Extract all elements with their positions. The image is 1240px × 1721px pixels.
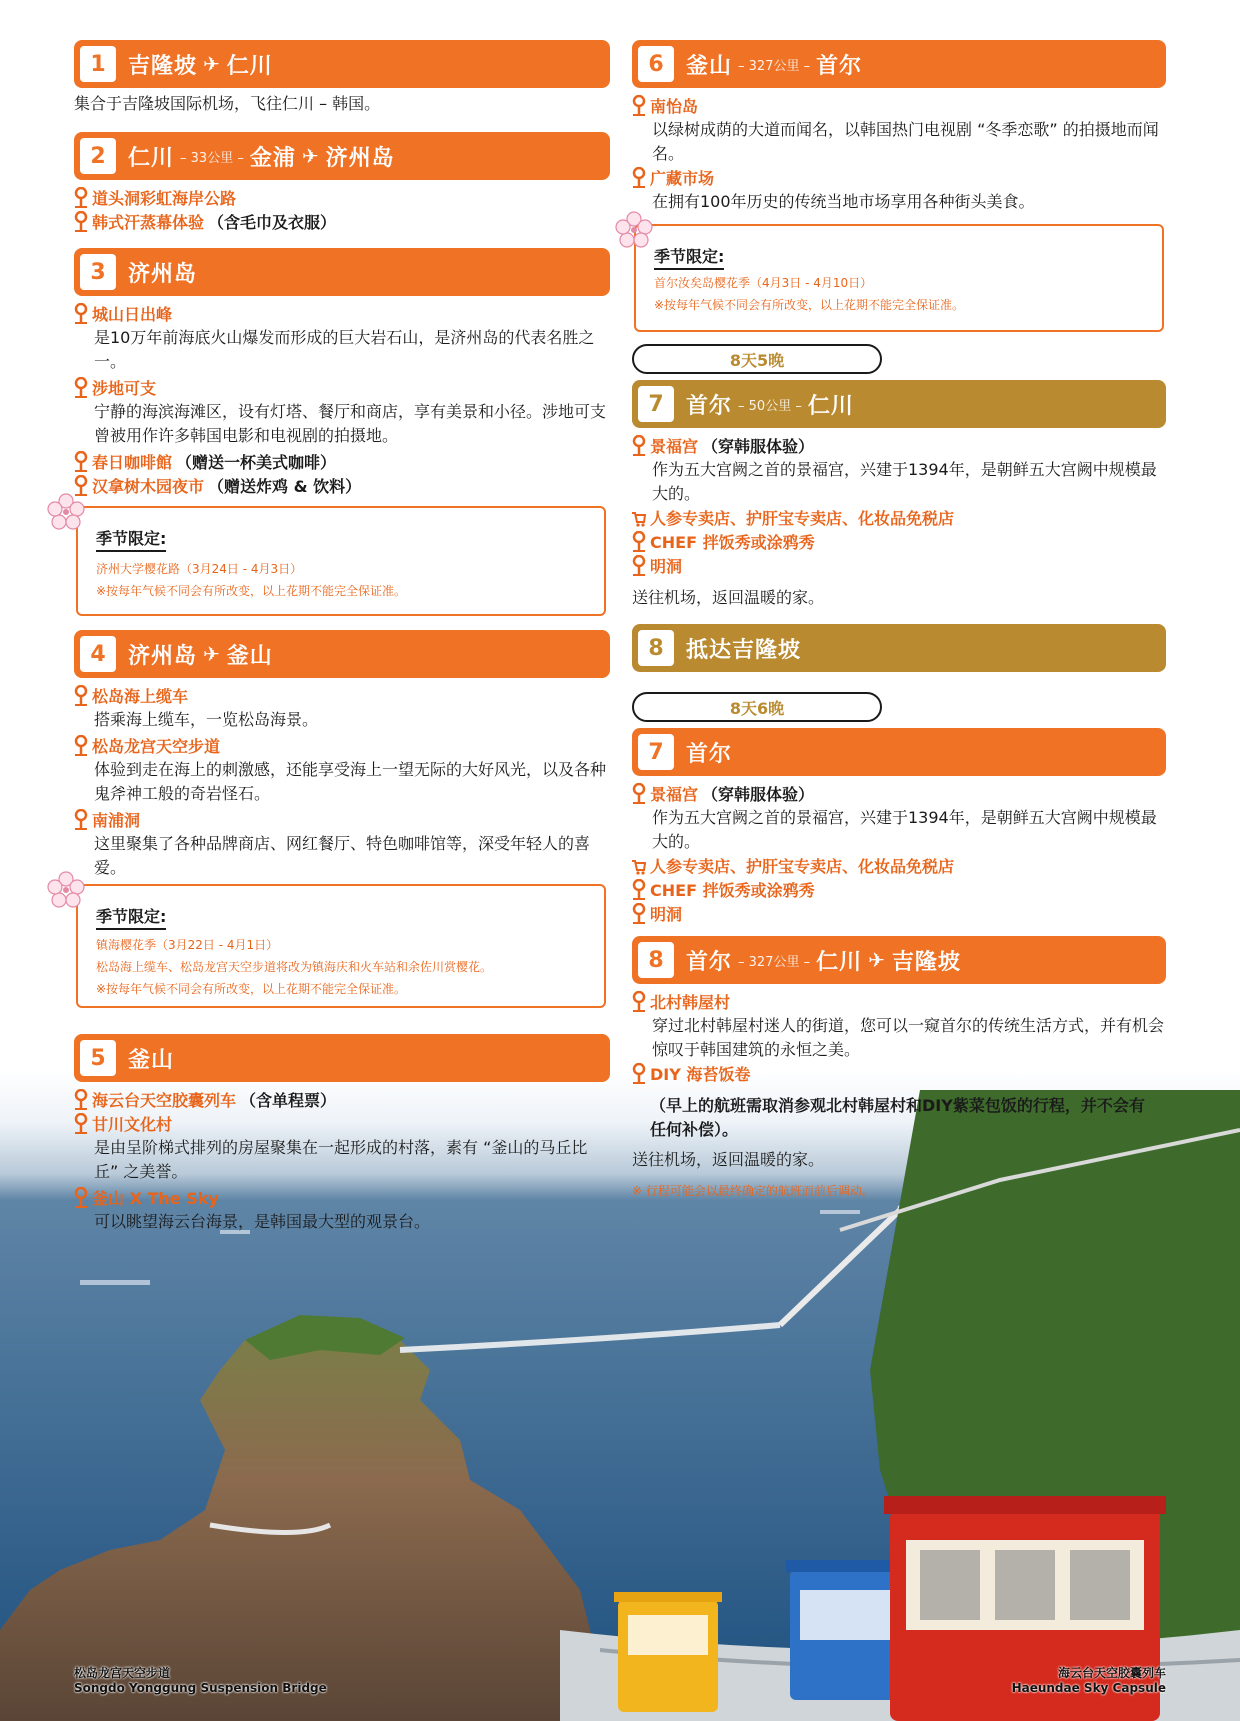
shopping-cart-icon [632,855,646,877]
plan-label-8d6n: 8天6晚 [632,692,882,722]
route-title: 釜山 [128,1047,175,1073]
spot-description: 这里聚集了各种品牌商店、网红餐厅、特色咖啡馆等，深受年轻人的喜爱。 [94,834,591,877]
day-2-header [74,132,610,180]
cherry-blossom-icon [614,210,654,250]
caption-left-cn: 松岛龙宫天空步道 [74,1666,171,1680]
spot-item [632,530,815,553]
route-mid: 金浦 [249,145,296,171]
location-pin-icon [74,377,88,399]
spot-name: CHEF 拌饭秀或涂鸦秀 [650,533,815,552]
caption-left-en: Songdo Yonggung Suspension Bridge [74,1681,327,1695]
day-route [686,945,961,976]
route-from: 吉隆坡 [128,53,198,79]
plan5-day-8-header [632,624,1166,672]
schedule-footnote: ※ 行程可能会以最终确定的航班而前后调动。 [632,1184,874,1198]
day-number: 7 [638,734,674,770]
day-number: 6 [638,46,674,82]
spot-name: 甘川文化村 [92,1115,173,1134]
return-home-text: 送往机场，返回温暖的家。 [632,588,825,607]
spot-item [74,450,336,473]
location-pin-icon [632,555,646,577]
spot-name: 景福宫 [650,785,699,804]
day-3-header [74,248,610,296]
day-number: 2 [80,138,116,174]
spot-description: 在拥有100年历史的传统当地市场享用各种街头美食。 [652,192,1035,211]
plan6-day-7-header [632,728,1166,776]
spot-name: 汉拿树木园夜市 [92,477,205,496]
season-disclaimer: ※按每年气候不同会有所改变，以上花期不能完全保证准。 [96,584,407,598]
route-distance: – 33公里 – [180,150,244,166]
morning-flight-remark: （早上的航班需取消参观北村韩屋村和DIY紫菜包饭的行程，并不会有任何补偿）。 [650,1096,1145,1139]
location-pin-icon [74,735,88,757]
seasonal-box [634,224,1164,332]
day-1-description: 集合于吉隆坡国际机场，飞往仁川 – 韩国。 [74,94,381,113]
spot-item [632,902,682,925]
spot-note: （穿韩服体验） [702,785,815,804]
spot-item [74,1186,219,1209]
route-to: 首尔 [816,53,863,79]
season-disclaimer: ※按每年气候不同会有所改变，以上花期不能完全保证准。 [654,298,965,312]
spot-name: 海云台天空胶囊列车 [92,1091,237,1110]
spot-description: 作为五大宫阙之首的景福宫，兴建于1394年，是朝鲜五大宫阙中规模最大的。 [652,808,1157,851]
spot-description: 体验到走在海上的刺激感，还能享受海上一望无际的大好风光，以及各种鬼斧神工般的奇岩怪石。 [94,760,607,803]
day-number: 4 [80,636,116,672]
location-pin-icon [74,303,88,325]
caption-right-cn: 海云台天空胶囊列车 [1057,1666,1166,1680]
season-title: 季节限定: [654,244,724,270]
location-pin-icon [74,1089,88,1111]
location-pin-icon [74,1187,88,1209]
location-pin-icon [632,167,646,189]
day-route [686,737,732,768]
day-route [128,49,273,80]
route-to: 吉隆坡 [891,949,961,975]
season-title: 季节限定: [96,904,166,930]
day-4-header [74,630,610,678]
spot-name: 人参专卖店、护肝宝专卖店、化妆品免税店 [650,857,955,876]
day-route [128,257,197,288]
spot-description: 作为五大宫阙之首的景福宫，兴建于1394年，是朝鲜五大宫阙中规模最大的。 [652,460,1157,503]
spot-description: 可以眺望海云台海景，是韩国最大型的观景台。 [94,1212,431,1231]
route-to: 仁川 [807,393,854,419]
spot-item [74,210,336,233]
location-pin-icon [74,809,88,831]
spot-item [74,302,172,325]
route-to: 釜山 [226,643,273,669]
day-5-header [74,1034,610,1082]
season-info: 首尔汝矣岛樱花季（4月3日 - 4月10日） [654,276,873,290]
spot-description: 是10万年前海底火山爆发而形成的巨大岩石山，是济州岛的代表名胜之一。 [94,328,595,371]
season-info: 松岛海上缆车、松岛龙宫天空步道将改为镇海庆和火车站和余佐川赏樱花。 [96,960,493,974]
spot-description: 是由呈阶梯式排列的房屋聚集在一起形成的村落，素有 “釜山的马丘比丘” 之美誉。 [94,1138,588,1181]
spot-note: （穿韩服体验） [702,437,815,456]
spot-item [632,782,814,805]
caption-right-en: Haeundae Sky Capsule [1011,1681,1166,1695]
plan-label-8d5n: 8天5晚 [632,344,882,374]
spot-item [632,554,682,577]
spot-description: 以绿树成荫的大道而闻名，以韩国热门电视剧 “冬季恋歌” 的拍摄地而闻名。 [652,120,1159,163]
spot-item [632,166,714,189]
location-pin-icon [74,1113,88,1135]
day-route [128,141,395,172]
location-pin-icon [632,1063,646,1085]
spot-item [74,474,361,497]
spot-item [632,94,698,117]
location-pin-icon [632,991,646,1013]
spot-name: 韩式汗蒸幕体验 [92,213,205,232]
route-from: 济州岛 [128,643,198,669]
spot-note: （含毛巾及衣服） [208,213,337,232]
plane-icon: ✈ [203,52,221,76]
spot-item [632,1062,750,1085]
day-number: 5 [80,1040,116,1076]
location-pin-icon [74,451,88,473]
spot-note: （含单程票） [240,1091,337,1110]
route-title: 抵达吉隆坡 [686,637,802,663]
caption-right [1012,1666,1166,1696]
route-from: 首尔 [686,393,733,419]
route-to: 济州岛 [325,145,395,171]
day-route [128,1043,174,1074]
location-pin-icon [74,685,88,707]
day-route [686,633,801,664]
route-from: 仁川 [128,145,175,171]
spot-name: 明洞 [650,557,683,576]
spot-name: 北村韩屋村 [650,993,731,1012]
plan6-day-8-header [632,936,1166,984]
spot-name: 涉地可支 [92,379,157,398]
spot-item [74,1088,336,1111]
shopping-cart-icon [632,507,646,529]
season-info: 济州大学樱花路（3月24日 - 4月3日） [96,562,303,576]
route-mid: 仁川 [816,949,863,975]
blue-tram [786,1560,904,1700]
route-distance: – 327公里 – [738,58,811,74]
spot-name: 景福宫 [650,437,699,456]
location-pin-icon [632,531,646,553]
spot-name: 南浦洞 [92,811,141,830]
seasonal-box [76,884,606,1008]
spot-item [632,434,814,457]
spot-name: DIY 海苔饭卷 [650,1065,751,1084]
route-from: 釜山 [686,53,733,79]
route-title: 首尔 [686,741,733,767]
spot-note: （赠送炸鸡 & 饮料） [208,477,362,496]
spot-name: 道头洞彩虹海岸公路 [92,189,237,208]
spot-name: 松岛龙宫天空步道 [92,737,221,756]
season-title: 季节限定: [96,526,166,552]
spot-item [632,854,954,877]
spot-name: 松岛海上缆车 [92,687,189,706]
return-home-text: 送往机场，返回温暖的家。 [632,1150,825,1169]
spot-note: （赠送一杯美式咖啡） [176,453,337,472]
spot-item [74,808,140,831]
spot-name: 广藏市场 [650,169,715,188]
route-title: 济州岛 [128,261,198,287]
day-route [686,389,854,420]
plane-icon: ✈ [203,642,221,666]
spot-name: 明洞 [650,905,683,924]
spot-description: 搭乘海上缆车，一览松岛海景。 [94,710,319,729]
location-pin-icon [632,435,646,457]
plane-icon: ✈ [301,144,320,168]
route-distance: – 327公里 – [738,954,811,970]
day-1-header [74,40,610,88]
spot-name: 春日咖啡館 [92,453,173,472]
season-info: 镇海樱花季（3月22日 - 4月1日） [96,938,279,952]
cherry-blossom-icon [46,870,86,910]
spot-description: 穿过北村韩屋村迷人的街道，您可以一窥首尔的传统生活方式，并有机会惊叹于韩国建筑的永恒之美。 [652,1016,1165,1059]
plane-icon: ✈ [868,948,886,972]
spot-item [632,990,730,1013]
spot-name: 南怡岛 [650,97,699,116]
day-route [686,49,862,80]
location-pin-icon [74,187,88,209]
location-pin-icon [632,879,646,901]
caption-left [74,1666,327,1696]
plan5-day-7-header [632,380,1166,428]
day-route [128,639,273,670]
day-number: 1 [80,46,116,82]
location-pin-icon [632,95,646,117]
spot-description: 宁静的海滨海滩区，设有灯塔、餐厅和商店，享有美景和小径。涉地可支曾被用作许多韩国电影和电视剧的拍摄地。 [94,402,607,445]
season-disclaimer: ※按每年气候不同会有所改变，以上花期不能完全保证准。 [96,982,407,996]
day-number: 7 [638,386,674,422]
location-pin-icon [632,783,646,805]
spot-item [632,506,954,529]
location-pin-icon [74,211,88,233]
seasonal-box [76,506,606,616]
spot-name: 人参专卖店、护肝宝专卖店、化妆品免税店 [650,509,955,528]
location-pin-icon [632,903,646,925]
spot-item [632,878,815,901]
yellow-tram [614,1592,722,1712]
route-distance: – 50公里 – [738,398,802,414]
route-from: 首尔 [686,949,733,975]
spot-item [74,376,156,399]
spot-item [74,1112,172,1135]
day-number: 3 [80,254,116,290]
spot-item [74,186,236,209]
spot-name: 城山日出峰 [92,305,173,324]
day-6-header [632,40,1166,88]
spot-item [74,684,188,707]
spot-item [74,734,220,757]
route-to: 仁川 [226,53,273,79]
day-number: 8 [638,630,674,666]
spot-name: 釜山 X The Sky [92,1189,219,1208]
spot-name: CHEF 拌饭秀或涂鸦秀 [650,881,815,900]
cherry-blossom-icon [46,492,86,532]
day-number: 8 [638,942,674,978]
